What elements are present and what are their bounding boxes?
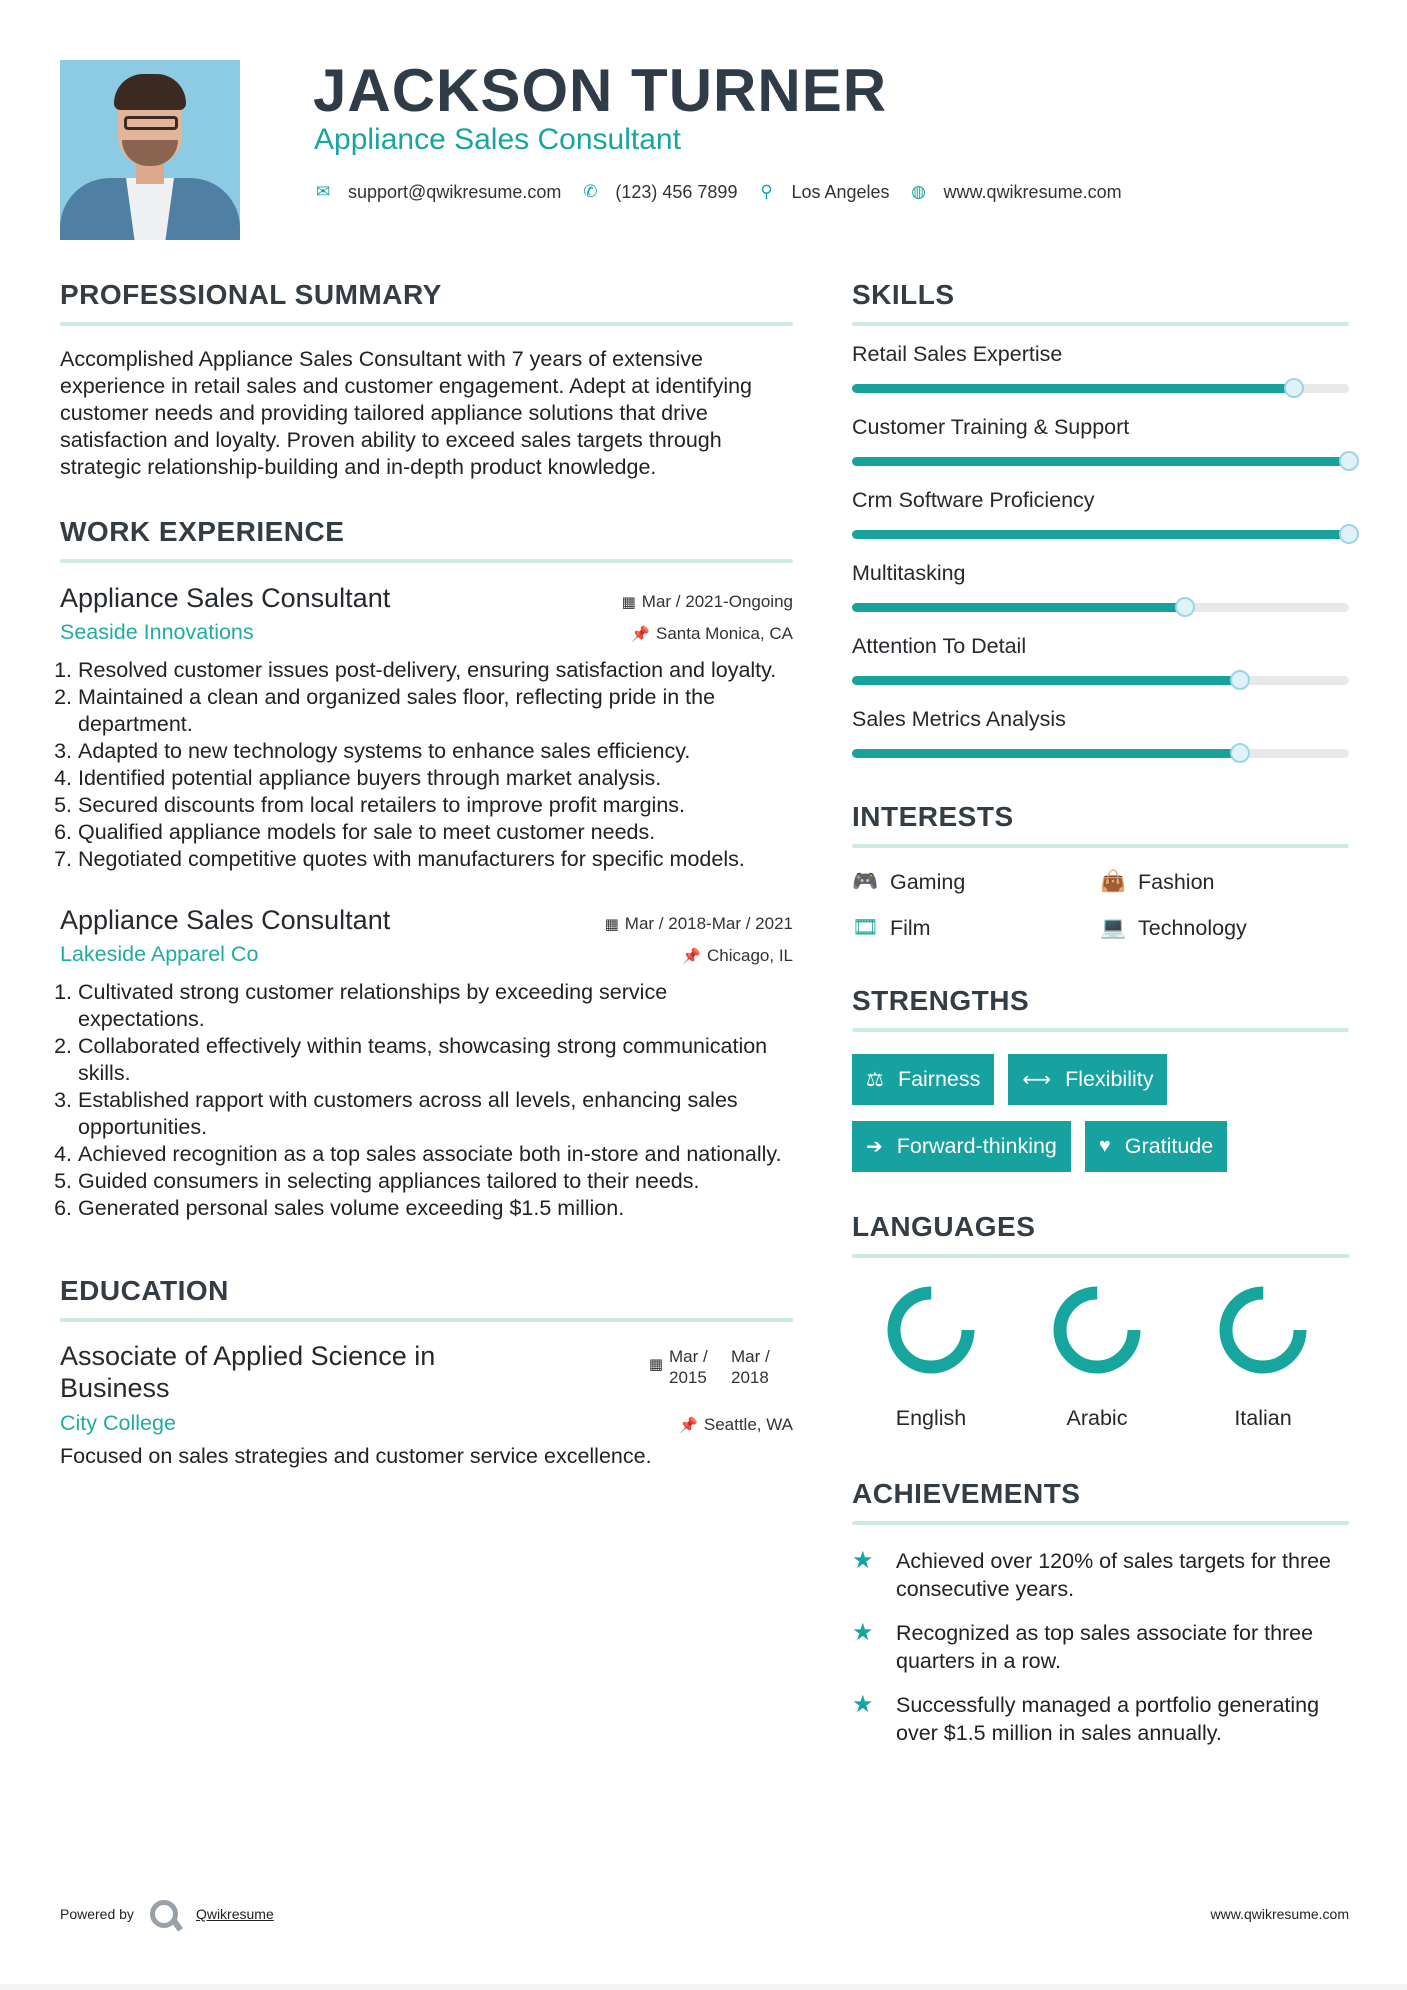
summary-section [60,278,793,481]
skill-bar [852,457,1349,466]
section-heading: STRENGTHS [852,985,1030,1016]
interest-item [1100,912,1348,944]
language-item [848,1282,1014,1431]
skill-name: Crm Software Proficiency [852,488,1095,512]
interest-label: Film [890,916,931,940]
envelope-icon: ✉ [315,182,331,201]
list-item: 3. Adapted to new technology systems to enhance sales efficiency. [78,738,793,765]
section-divider [852,1521,1349,1525]
skill-bar-fill [852,457,1349,466]
strength-tag [1008,1054,1167,1105]
skill-bar-knob [1175,597,1195,617]
arrows-horizontal-icon: ⟷ [1022,1069,1052,1091]
responsibilities-list [60,657,793,873]
achievement-item [852,1691,1349,1747]
skill-bar [852,384,1349,393]
language-item [1014,1282,1180,1431]
job-entry [60,581,793,873]
page-edge [0,1984,1407,1990]
list-item: 1. Resolved customer issues post-delivery, ensuring satisfaction and loyalty. [78,657,793,684]
map-pin-icon: ⚲ [760,182,773,201]
skill-name: Retail Sales Expertise [852,342,1063,366]
skill-bar [852,603,1349,612]
job-date: Mar / 2021-Ongoing [641,592,793,611]
job-date: Mar / 2018-Mar / 2021 [624,914,793,933]
education-description: Focused on sales strategies and customer service excellence. [60,1444,652,1468]
degree-title: Associate of Applied Science in Business [60,1341,436,1403]
skill-bar-knob [1339,524,1359,544]
skill-bar-knob [1230,670,1250,690]
laptop-icon: 💻 [1100,916,1127,939]
skill-bar [852,749,1349,758]
contact-email[interactable]: support@qwikresume.com [348,181,562,202]
achievement-item [852,1619,1349,1675]
left-column [60,278,793,1470]
interest-item [1100,866,1348,898]
strength-label: Flexibility [1065,1067,1154,1091]
skill-bar-knob [1339,451,1359,471]
skill-name: Multitasking [852,561,966,585]
star-icon: ★ [852,1619,874,1646]
shopping-bag-icon: 👜 [1100,870,1127,893]
education-location: Seattle, WA [703,1415,793,1434]
calendar-icon: ▦ [604,916,619,933]
education-start-date: Mar / 2015 [669,1347,708,1387]
section-heading: PROFESSIONAL SUMMARY [60,279,442,310]
education-section [60,1274,793,1470]
job-title: Appliance Sales Consultant [60,905,391,935]
qwikresume-link[interactable]: Qwikresume [195,1906,274,1922]
skill-bar-fill [852,603,1185,612]
skill-name: Customer Training & Support [852,415,1130,439]
star-icon: ★ [852,1691,874,1718]
section-divider [852,1254,1349,1258]
skill-bar [852,530,1349,539]
candidate-title: Appliance Sales Consultant [314,123,681,156]
list-item: 2. Collaborated effectively within teams, showcasing strong communication skills. [78,1033,793,1087]
skill-name: Attention To Detail [852,634,1027,658]
interest-label: Technology [1138,916,1247,940]
achievement-text: Successfully managed a portfolio generating over $1.5 million in sales annually. [896,1693,1320,1745]
section-divider [852,322,1349,326]
contact-location: Los Angeles [791,181,890,202]
list-item: 6. Qualified appliance models for sale to meet customer needs. [78,819,793,846]
pushpin-icon: 📌 [631,626,650,643]
section-divider [852,844,1349,848]
skills-section [852,278,1349,758]
strength-tag [852,1121,1071,1172]
achievements-section [852,1477,1349,1747]
company-name: Seaside Innovations [60,620,254,644]
language-name: Italian [1234,1406,1292,1430]
section-heading: EDUCATION [60,1275,229,1306]
heart-icon: ♥ [1098,1135,1111,1157]
section-divider [60,559,793,563]
skill-item [852,486,1349,539]
skill-bar-fill [852,749,1240,758]
contact-website[interactable]: www.qwikresume.com [943,181,1122,202]
list-item: 5. Guided consumers in selecting appliances tailored to their needs. [78,1168,793,1195]
powered-by-label: Powered by [60,1906,134,1922]
skill-bar-knob [1284,378,1304,398]
qwikresume-logo-icon [150,1900,178,1928]
skill-bar-fill [852,530,1349,539]
star-icon: ★ [852,1547,874,1574]
experience-section [60,515,793,1222]
list-item: 1. Cultivated strong customer relationships by exceeding service expectations. [78,979,793,1033]
strength-label: Forward-thinking [896,1134,1057,1158]
gamepad-icon: 🎮 [852,870,879,893]
section-heading: SKILLS [852,279,955,310]
language-progress-ring [883,1282,979,1378]
list-item: 4. Achieved recognition as a top sales associate both in-store and nationally. [78,1141,793,1168]
right-column [852,278,1349,1763]
achievement-text: Achieved over 120% of sales targets for three consecutive years. [896,1549,1332,1601]
skill-bar-fill [852,384,1294,393]
strength-tag [1085,1121,1227,1172]
interest-item [852,912,1100,944]
skill-item [852,705,1349,758]
languages-section [852,1210,1349,1431]
pushpin-icon: 📌 [679,1417,698,1434]
profile-photo [60,60,240,240]
interest-label: Fashion [1138,870,1215,894]
section-heading: INTERESTS [852,801,1014,832]
interest-item [852,866,1100,898]
skill-item [852,559,1349,612]
footer-website[interactable]: www.qwikresume.com [1210,1906,1349,1922]
skill-bar [852,676,1349,685]
achievement-item [852,1547,1349,1603]
skill-item [852,413,1349,466]
globe-icon: ◍ [911,182,926,201]
skill-item [852,632,1349,685]
school-name: City College [60,1411,176,1435]
section-divider [60,1318,793,1322]
strengths-section [852,984,1349,1172]
list-item: 5. Secured discounts from local retailers to improve profit margins. [78,792,793,819]
list-item: 2. Maintained a clean and organized sales floor, reflecting pride in the department. [78,684,793,738]
achievement-text: Recognized as top sales associate for three quarters in a row. [896,1621,1314,1673]
contact-phone[interactable]: (123) 456 7899 [615,181,738,202]
calendar-icon: ▦ [648,1356,663,1373]
film-icon: 🎞 [852,916,879,939]
section-divider [852,1028,1349,1032]
section-heading: ACHIEVEMENTS [852,1478,1081,1509]
language-item [1180,1282,1346,1431]
balance-scale-icon: ⚖ [866,1069,884,1091]
skill-item [852,340,1349,393]
footer-powered-by [60,1900,274,1928]
pushpin-icon: 📌 [682,948,701,965]
job-location: Santa Monica, CA [655,624,793,643]
strength-label: Gratitude [1124,1134,1214,1158]
list-item: 6. Generated personal sales volume exceeding $1.5 million. [78,1195,793,1222]
strength-label: Fairness [897,1067,981,1091]
list-item: 7. Negotiated competitive quotes with manufacturers for specific models. [78,846,793,873]
company-name: Lakeside Apparel Co [60,942,259,966]
summary-text: Accomplished Appliance Sales Consultant with 7 years of extensive experience in retail sales and customer engagement. Adept at identifying customer needs and providing tailored appliance solutions that drive satisfaction and loyalty. Proven ability to exceed sales targets through strategic relationship-building and in-depth product knowledge. [60,347,753,479]
responsibilities-list [60,979,793,1222]
job-title: Appliance Sales Consultant [60,583,391,613]
candidate-name: JACKSON TURNER [313,57,888,124]
section-heading: LANGUAGES [852,1211,1036,1242]
contact-row [314,179,1142,205]
phone-icon: ✆ [583,182,598,201]
language-name: English [895,1406,967,1430]
interest-label: Gaming [890,870,966,894]
list-item: 3. Established rapport with customers across all levels, enhancing sales opportunities. [78,1087,793,1141]
calendar-icon: ▦ [621,594,636,611]
interests-section [852,800,1349,944]
language-progress-ring [1215,1282,1311,1378]
language-name: Arabic [1066,1406,1128,1430]
section-heading: WORK EXPERIENCE [60,516,345,547]
skill-bar-fill [852,676,1240,685]
strength-tag [852,1054,994,1105]
skill-bar-knob [1230,743,1250,763]
list-item: 4. Identified potential appliance buyers through market analysis. [78,765,793,792]
arrow-right-icon: ➔ [866,1136,883,1158]
job-location: Chicago, IL [707,946,793,965]
language-progress-ring [1049,1282,1145,1378]
skill-name: Sales Metrics Analysis [852,707,1066,731]
education-end-date: Mar / 2018 [731,1347,770,1387]
job-entry [60,903,793,1222]
section-divider [60,322,793,326]
